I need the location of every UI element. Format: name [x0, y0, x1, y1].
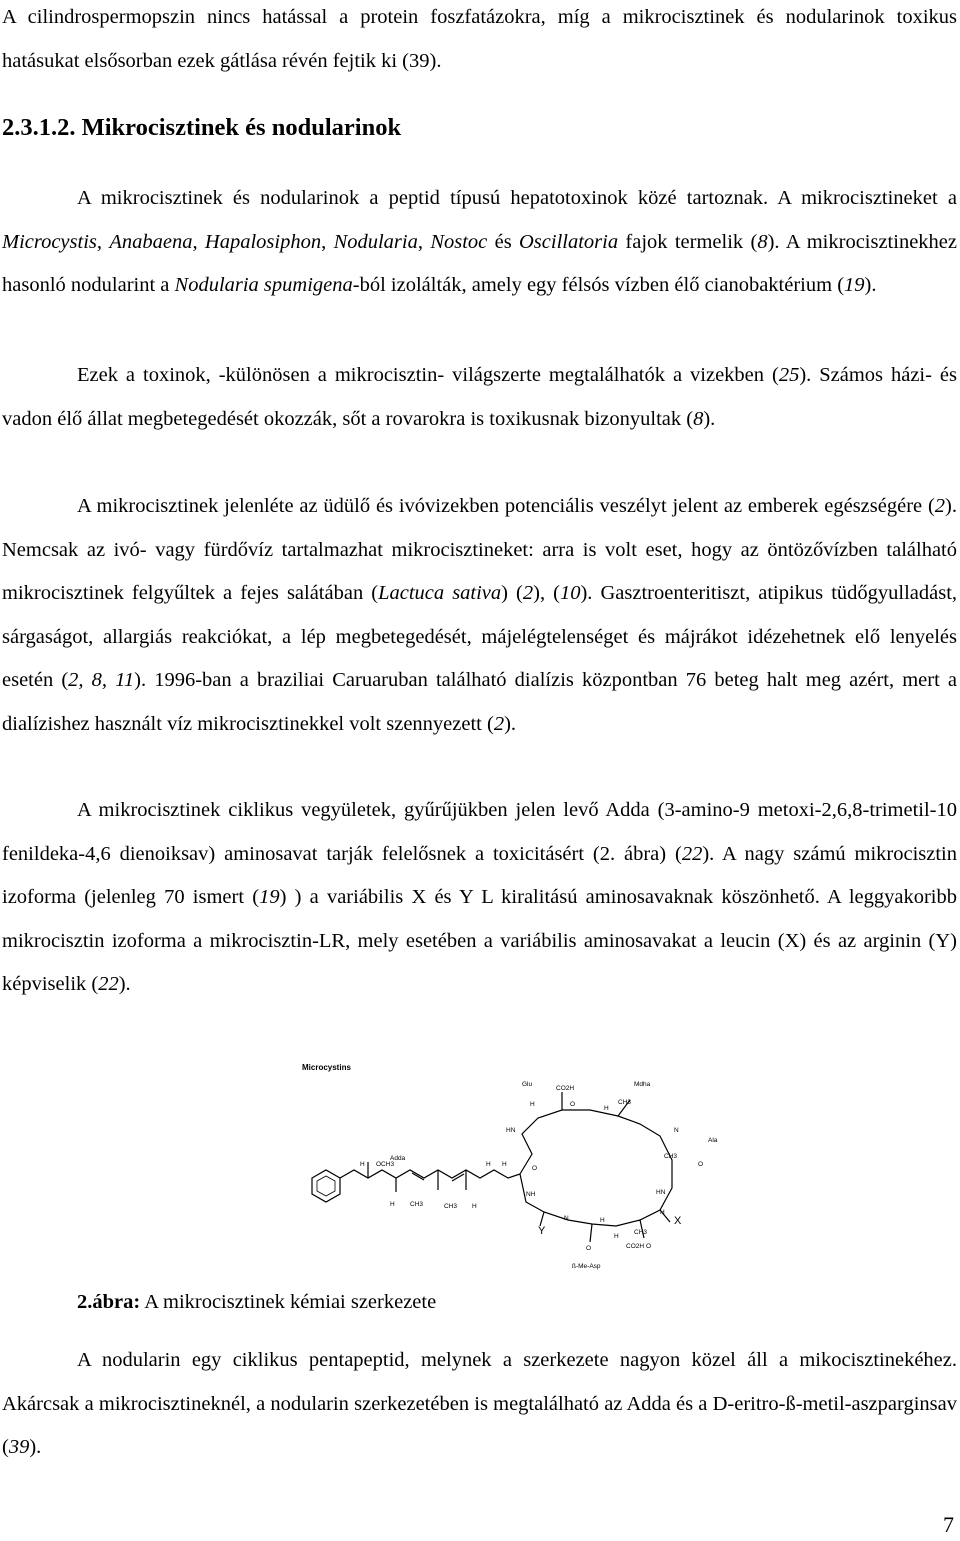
- text-run: ). 1996-ban a braziliai Caruaruban található dialízis központban 76 beteg halt meg azért, mert a dialízishez használt víz mikrocisztinekkel volt szennyezett (: [2, 669, 957, 735]
- italic-term: Nodularia spumigena: [174, 274, 353, 296]
- label-h8: H: [604, 1105, 609, 1112]
- label-adda: Adda: [390, 1155, 406, 1162]
- italic-term: Microcystis: [2, 230, 97, 253]
- citation: 8: [693, 407, 704, 430]
- text-run: ). Számos házi- és vadon élő állat megbetegedését okozzák, sőt a rovarokra is toxikusnak bizonyultak (: [2, 364, 957, 430]
- label-h7: H: [660, 1209, 665, 1216]
- label-ch3-ala: CH3: [664, 1153, 678, 1160]
- paragraph-5: [2, 1339, 957, 1470]
- text-run: A mikrocisztinek és nodularinok a peptid típusú hepatotoxinok közé tartoznak. A mikrocisztineket a: [77, 187, 957, 209]
- italic-term: Nodularia: [333, 230, 418, 253]
- text-run: ), (: [533, 582, 560, 604]
- text-run: ) ) a variábilis X és Y L kiralitású aminosavaknak köszönhető. A leggyakoribb mikrocisztin izoforma a mikrocisztin-LR, mely esetében a variábilis aminosavakat a leucin (X) és az arginin (Y) képviselik (: [2, 886, 957, 995]
- label-glu: Glu: [522, 1081, 533, 1088]
- text-run: ). Gasztroenteritiszt, atipikus tüdőgyulladást, sárgaságot, allargiás reakciókat, a lép megbetegedését, májelégtelenséget és májrákot idézehetnek elő lenyelés esetén (: [2, 582, 958, 691]
- citation: 2, 8, 11: [68, 669, 135, 691]
- paragraph-4: [2, 789, 957, 1007]
- label-ch3-mdha: CH3: [618, 1099, 632, 1106]
- text-run: Ezek a toxinok, -különösen a mikrocisztin- világszerte megtalálhatók a vizekben (: [77, 364, 779, 386]
- label-hn2: HN: [656, 1189, 666, 1196]
- label-h9: H: [486, 1161, 491, 1168]
- adda-chain: [340, 1170, 520, 1178]
- text-run: ).: [118, 973, 131, 995]
- label-h5: H: [502, 1161, 507, 1168]
- label-ch3-adda-2: CH3: [444, 1203, 458, 1210]
- text-run: ). A nagy számú mikrocisztin izoforma (jelenleg 70 ismert (: [2, 842, 958, 908]
- text-run: ) (: [501, 582, 523, 604]
- label-o5: O: [698, 1161, 704, 1168]
- label-n2: N: [564, 1215, 569, 1222]
- section-heading: 2.3.1.2. Mikrocisztinek és nodularinok: [2, 114, 402, 141]
- label-x: X: [674, 1215, 682, 1227]
- citation: 39: [8, 1436, 30, 1458]
- label-mdha: Mdha: [634, 1081, 651, 1088]
- label-masp: ß-Me-Asp: [572, 1263, 601, 1270]
- label-ala: Ala: [708, 1137, 718, 1144]
- label-y: Y: [538, 1225, 546, 1237]
- caption-text: A mikrocisztinek kémiai szerkezete: [140, 1291, 437, 1313]
- italic-term: Anabaena: [109, 230, 193, 253]
- citation: 22: [681, 842, 703, 865]
- label-co2h-masp: CO2H: [626, 1243, 645, 1250]
- italic-term: Oscillatoria: [519, 230, 619, 253]
- italic-term: Lactuca sativa: [378, 582, 502, 604]
- text-run: ).: [703, 407, 716, 430]
- text-run: ,: [321, 230, 334, 253]
- microcystin-structure-figure: [300, 1062, 720, 1274]
- text-run: ).: [864, 274, 877, 296]
- text-run: és: [487, 230, 519, 253]
- label-h10: H: [600, 1217, 605, 1224]
- label-hn1: HN: [506, 1127, 516, 1134]
- citation: 25: [778, 364, 800, 386]
- carbonyl: [590, 1224, 592, 1242]
- figure-title: Microcystins: [302, 1063, 351, 1072]
- text-run: A nodularin egy ciklikus pentapeptid, melynek a szerkezete nagyon közel áll a mikocisztinekéhez. Akárcsak a mikrocisztineknél, a nodularin szerkezetében is megtalálható az Adda és a D-eritro-ß-metil-aszparginsav (: [2, 1349, 957, 1458]
- figure-caption: [77, 1287, 436, 1317]
- label-h1: H: [530, 1101, 535, 1108]
- label-nh: NH: [526, 1191, 536, 1198]
- intro-paragraph: A cilindrospermopszin nincs hatással a protein foszfatázokra, míg a mikrocisztinek és nodularinok toxikus hatásukat elsősorban ezek gátlása révén fejtik ki (39).: [2, 6, 957, 72]
- text-run: ,: [417, 230, 431, 253]
- label-co2h-glu: CO2H: [556, 1085, 575, 1092]
- paragraph-2: [2, 354, 957, 441]
- caption-label: 2.ábra:: [77, 1291, 141, 1313]
- page-number: 7: [943, 1512, 954, 1537]
- text-run: A mikrocisztinek jelenléte az üdülő és ivóvizekben potenciális veszélyt jelent az emberek egészségére (: [77, 495, 935, 517]
- citation: 2: [493, 712, 505, 735]
- label-o-masp: O: [646, 1243, 652, 1250]
- italic-term: Hapalosiphon: [204, 230, 322, 253]
- citation: 8: [757, 230, 768, 253]
- peptide-ring: [520, 1110, 672, 1226]
- label-o2: O: [532, 1165, 538, 1172]
- structure-drawing: [300, 1062, 720, 1274]
- text-run: ,: [192, 230, 205, 253]
- paragraph-3: [2, 485, 957, 746]
- italic-term: Nostoc: [430, 230, 488, 253]
- label-o-carbonyl: O: [586, 1245, 592, 1252]
- text-run: A mikrocisztinek ciklikus vegyületek, gyűrűjükben jelen levő Adda (3-amino-9 metoxi-2,6,8-trimetil-10 fenildeka-4,6 dienoiksav) aminosavat tarják felelősnek a toxicitásért (2. ábra) (: [2, 799, 957, 865]
- citation: 2: [522, 582, 534, 604]
- label-h2: H: [360, 1161, 365, 1168]
- label-o1: O: [570, 1101, 576, 1108]
- label-h3: H: [390, 1201, 395, 1208]
- citation: 10: [559, 582, 581, 604]
- y-bond: [540, 1212, 544, 1226]
- text-run: ). Nemcsak az ivó- vagy fürdővíz tartalmazhat mikrocisztineket: arra is volt eset, hogy az öntözővízben található mikrocisztinek felgyűltek a fejes salátában (: [2, 495, 957, 604]
- text-run: ). A mikrocisztinekhez hasonló nodularint a: [2, 230, 957, 296]
- text-run: ,: [96, 230, 110, 253]
- citation: 19: [259, 886, 280, 908]
- citation: 2: [934, 495, 946, 517]
- label-h4: H: [472, 1203, 477, 1210]
- paragraph-1: [2, 177, 957, 308]
- phenyl-ring: [312, 1170, 340, 1202]
- citation: 19: [844, 274, 865, 296]
- label-ch3-adda-1: CH3: [410, 1201, 424, 1208]
- text-run: -ból izolálták, amely egy félsós vízben élő cianobaktérium (: [352, 274, 845, 296]
- label-h6: H: [614, 1233, 619, 1240]
- text-run: ).: [29, 1436, 42, 1458]
- label-n1: N: [674, 1127, 679, 1134]
- text-run: ).: [504, 712, 517, 735]
- label-ch3-masp: CH3: [634, 1229, 648, 1236]
- text-run: fajok termelik (: [618, 230, 758, 253]
- phenyl-ring-inner: [317, 1176, 335, 1196]
- label-och3: OCH3: [376, 1161, 395, 1168]
- citation: 22: [98, 973, 119, 995]
